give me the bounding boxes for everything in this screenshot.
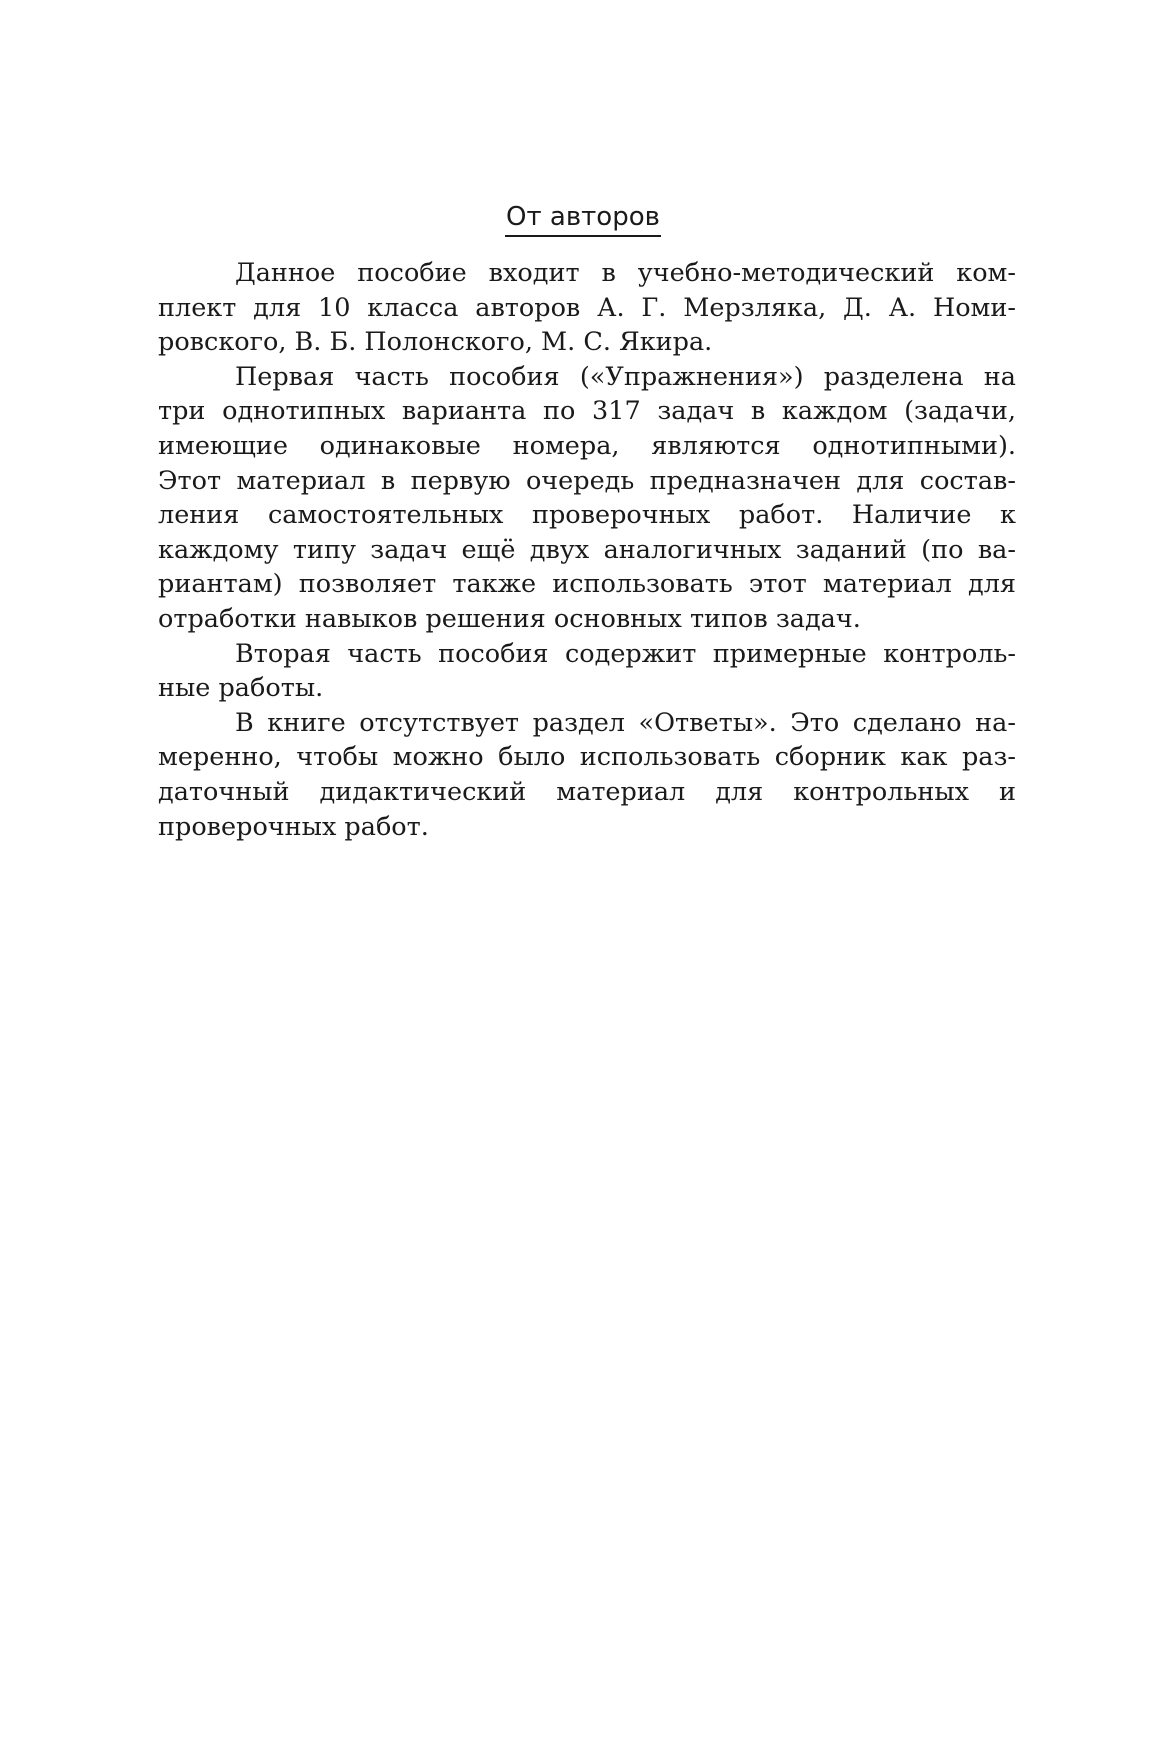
text-line: ные работы. xyxy=(158,673,324,704)
text-line: Первая часть пособия («Упражнения») разделена на xyxy=(235,361,1016,392)
text-line: каждому типу задач ещё двух аналогичных заданий (по ва- xyxy=(158,534,1016,565)
text-line: ления самостоятельных проверочных работ. Наличие к xyxy=(158,500,1016,531)
text-line: Вторая часть пособия содержит примерные контроль- xyxy=(235,638,1016,669)
text-line: Данное пособие входит в учебно-методический ком- xyxy=(235,258,1016,288)
text-line: ровского, В. Б. Полонского, М. С. Якира. xyxy=(158,327,713,358)
text-line: плект для 10 класса авторов А. Г. Мерзляка, Д. А. Номи- xyxy=(158,292,1016,323)
preface-text xyxy=(158,256,1016,844)
text-line: проверочных работ. xyxy=(158,811,429,842)
text-line: Этот материал в первую очередь предназначен для состав- xyxy=(158,465,1016,496)
text-line: три однотипных варианта по 317 задач в каждом (задачи, xyxy=(158,396,1016,427)
text-line: В книге отсутствует раздел «Ответы». Это сделано на- xyxy=(235,707,1016,738)
text-line: риантам) позволяет также использовать этот материал для xyxy=(158,569,1016,600)
text-line: имеющие одинаковые номера, являются однотипными). xyxy=(158,430,1016,461)
text-line: даточный дидактический материал для контрольных и xyxy=(158,776,1016,807)
text-line: отработки навыков решения основных типов задач. xyxy=(158,603,861,634)
page-title-text: От авторов xyxy=(505,200,661,237)
page-title xyxy=(0,200,1166,237)
text-line: меренно, чтобы можно было использовать сборник как раз- xyxy=(158,742,1016,773)
